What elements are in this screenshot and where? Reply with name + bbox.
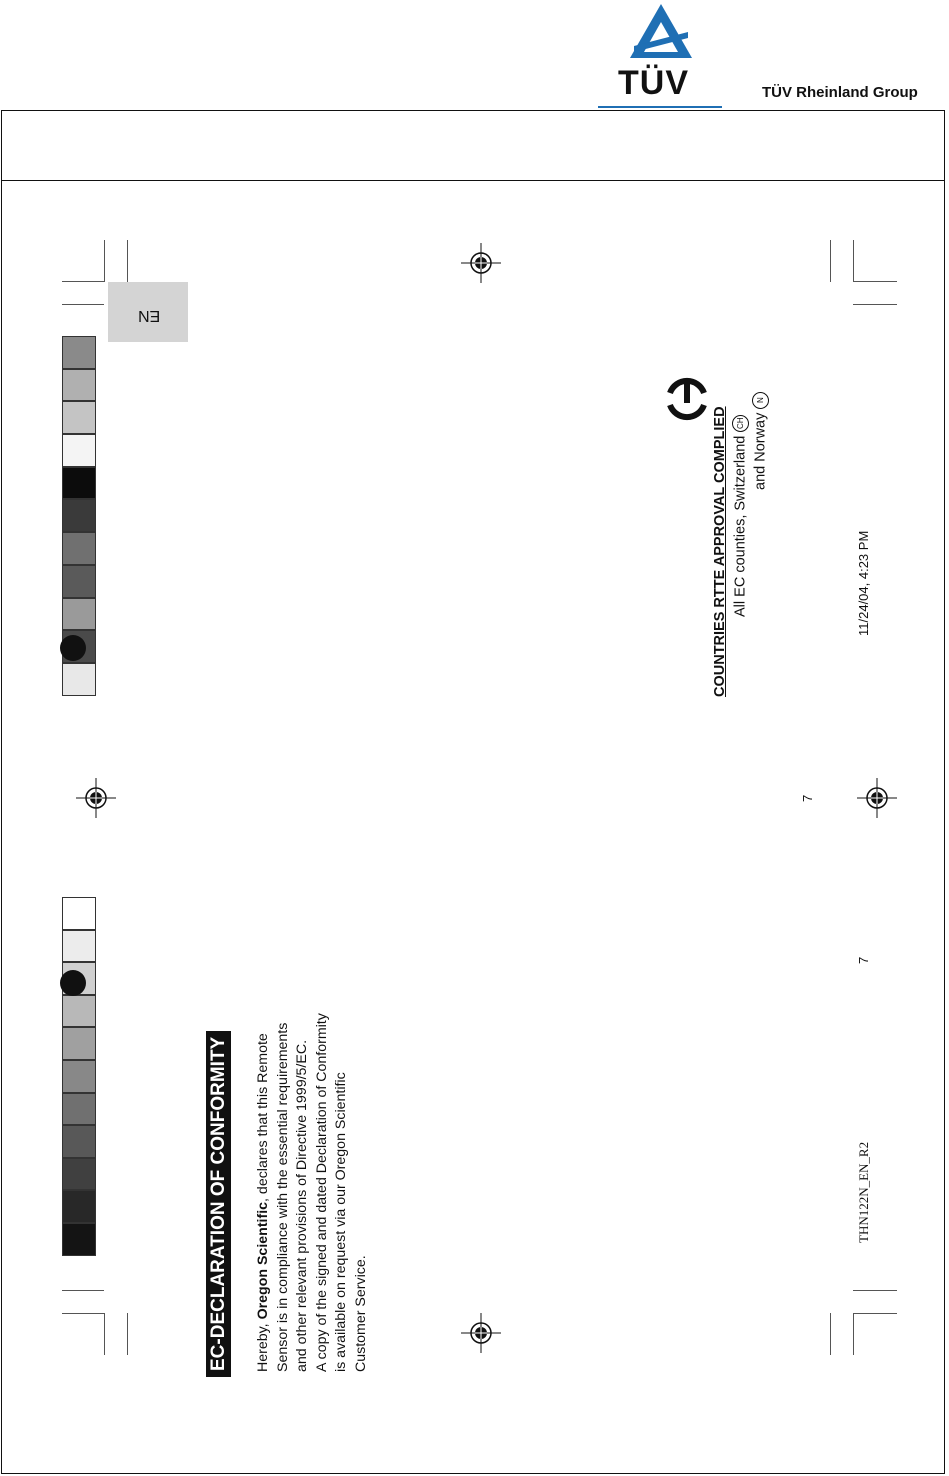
file-code: THN122N_EN_R2 <box>856 1141 871 1243</box>
crop-mark <box>853 240 854 282</box>
color-bar-lower <box>62 897 96 1256</box>
color-swatch <box>62 1027 96 1060</box>
color-swatch <box>62 1190 96 1223</box>
logo-wordmark: TÜV <box>618 64 689 102</box>
color-bar-dot <box>60 635 86 661</box>
language-tab-label: EN <box>138 307 161 324</box>
color-swatch <box>62 1093 96 1126</box>
crop-mark <box>104 240 105 282</box>
crop-mark <box>62 1290 104 1291</box>
color-swatch <box>62 1125 96 1158</box>
ec-declaration-line: Hereby, Oregon Scientific, declares that this Remote <box>255 1033 271 1372</box>
crop-mark <box>853 1313 854 1355</box>
page-number-footer: 7 <box>856 956 871 964</box>
crop-mark <box>853 1290 897 1291</box>
logo-underline <box>598 106 722 108</box>
registration-mark-icon <box>857 778 897 818</box>
crop-mark <box>853 304 897 305</box>
crop-mark <box>853 281 897 282</box>
ec-declaration-line: Customer Service. <box>352 1255 369 1372</box>
ec-declaration-line: and other relevant provisions of Directive 1999/5/EC. <box>294 1039 311 1372</box>
ec-declaration-body <box>254 1013 372 1372</box>
tuv-triangle-icon <box>628 2 694 60</box>
crop-mark <box>853 1313 897 1314</box>
crop-mark <box>127 240 128 282</box>
crop-mark <box>62 304 104 305</box>
color-swatch <box>62 930 96 963</box>
color-swatch <box>62 1158 96 1191</box>
color-swatch <box>62 401 96 434</box>
ce-mark-icon <box>664 365 708 421</box>
color-swatch <box>62 565 96 598</box>
color-swatch <box>62 897 96 930</box>
rtte-title: COUNTRIES RTTE APPROVAL COMPLIED <box>712 406 728 697</box>
crop-mark <box>104 1313 105 1355</box>
color-swatch <box>62 434 96 467</box>
color-bar-dot <box>60 970 86 996</box>
rtte-line-2: and NorwayN <box>752 392 769 490</box>
color-swatch <box>62 1060 96 1093</box>
color-swatch <box>62 499 96 532</box>
color-swatch <box>62 532 96 565</box>
crop-mark <box>830 1313 831 1355</box>
tuv-logo <box>598 2 724 110</box>
registration-mark-icon <box>461 1313 501 1353</box>
color-swatch <box>62 598 96 631</box>
ch-badge-icon: CH <box>732 415 749 432</box>
company-name: Oregon Scientific <box>255 1201 271 1320</box>
crop-mark <box>62 1313 104 1314</box>
color-swatch <box>62 336 96 369</box>
page-number: 7 <box>800 794 815 802</box>
ec-declaration-line: A copy of the signed and dated Declaration of Conformity <box>313 1013 330 1372</box>
ec-declaration-line: Sensor is in compliance with the essential requirements <box>274 1022 291 1372</box>
crop-mark <box>830 240 831 282</box>
registration-mark-icon <box>76 778 116 818</box>
color-swatch <box>62 1223 96 1256</box>
ec-declaration-line: is available on request via our Oregon Scientific <box>333 1072 350 1372</box>
ec-declaration-title <box>208 1031 230 1377</box>
group-name: TÜV Rheinland Group <box>762 84 918 101</box>
crop-mark <box>127 1313 128 1355</box>
rtte-line-1: All EC counties, SwitzerlandCH <box>732 415 749 617</box>
color-swatch <box>62 995 96 1028</box>
crop-mark <box>62 281 104 282</box>
header-divider <box>1 180 945 181</box>
color-swatch <box>62 663 96 696</box>
n-badge-icon: N <box>752 392 769 409</box>
color-swatch <box>62 369 96 402</box>
timestamp: 11/24/04, 4:23 PM <box>856 530 871 636</box>
ec-declaration-title-text: EC-DECLARATION OF CONFORMITY <box>206 1031 231 1377</box>
registration-mark-icon <box>461 243 501 283</box>
color-swatch <box>62 467 96 500</box>
